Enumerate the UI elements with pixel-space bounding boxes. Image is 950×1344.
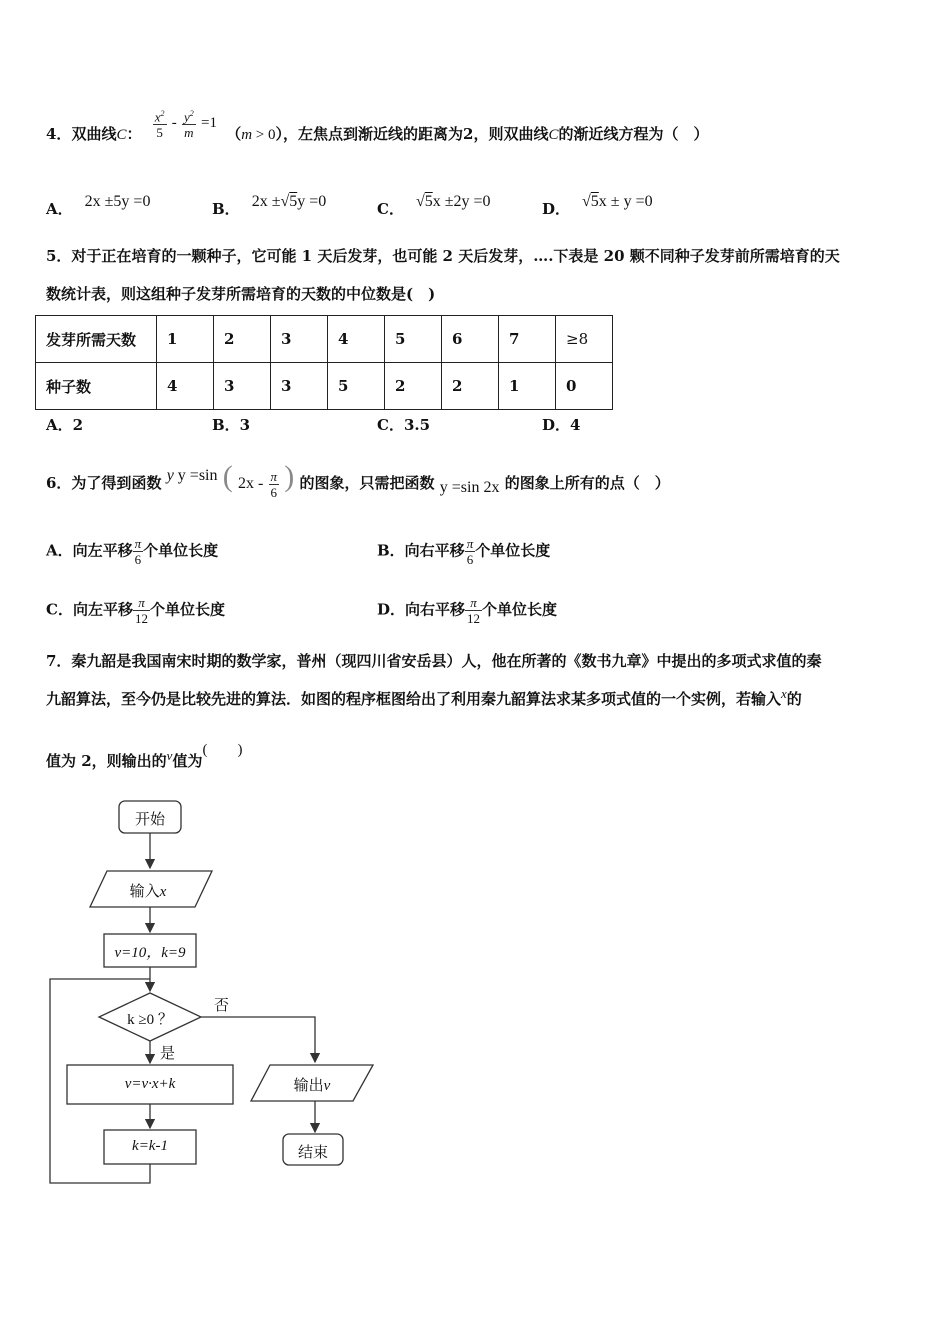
flow-input-label: 输入x — [129, 882, 167, 900]
fraction-x2-over-5: $\frac{x^2}{5}$ — [153, 106, 167, 140]
table-cell: 5 — [385, 316, 442, 363]
flow-yes-label: 是 — [160, 1044, 176, 1062]
q5-option-d[interactable]: D．4 — [542, 416, 581, 434]
q6-option-b[interactable]: B．向右平移 $\frac{\pi}{6}$ 个单位长度 — [377, 536, 551, 567]
q6-option-d[interactable]: D．向右平移 $\frac{\pi}{12}$ 个单位长度 — [377, 595, 558, 626]
table-cell: 2 — [442, 363, 499, 410]
q5-stem-line2: 数统计表，则这组种子发芽所需培育的天数的中位数是( ) — [46, 285, 436, 303]
flow-decrement-label: k=k-1 — [132, 1138, 168, 1154]
table-header-cell: 发芽所需天数 — [36, 316, 157, 363]
q6-option-c[interactable]: C．向左平移 $\frac{\pi}{12}$ 个单位长度 — [46, 595, 225, 626]
q5-option-a[interactable]: A．2 — [46, 416, 84, 434]
q7-stem-line3: 值为 2，则输出的v值为( ) — [46, 742, 243, 770]
q4-option-c[interactable]: C． √5x ±2y =0 — [377, 193, 491, 218]
table-cell: 3 — [271, 363, 328, 410]
flow-end-label: 结束 — [297, 1143, 328, 1161]
table-cell: 3 — [214, 363, 271, 410]
q4-option-b[interactable]: B． 2x ±√5y =0 — [212, 193, 327, 218]
table-cell: 6 — [442, 316, 499, 363]
q7-stem-line1: 7．秦九韶是我国南宋时期的数学家，普州（现四川省安岳县）人，他在所著的《数书九章》中提出的多项式求值的秦 — [46, 652, 822, 670]
table-cell: 1 — [157, 316, 214, 363]
q6-option-a[interactable]: A．向左平移 $\frac{\pi}{6}$ 个单位长度 — [46, 536, 219, 567]
flow-decision-label: k ≥0 ？ — [127, 1012, 173, 1028]
fraction-pi-over-6: $\frac{\pi}{6}$ — [270, 468, 278, 500]
q6-stem: 6．为了得到函数 y y =sin ( 2x - $\frac{\pi}{6}$ ) 的图象，只需把函数 y =sin 2x 的图象上所有的点（ ） — [46, 460, 670, 500]
q5-option-b[interactable]: B．3 — [212, 416, 251, 434]
table-cell: ≥8 — [556, 316, 613, 363]
table-cell: 0 — [556, 363, 613, 410]
flow-start-label: 开始 — [134, 810, 165, 828]
germination-table — [35, 315, 613, 410]
q4-option-a[interactable]: A． 2x ±5y =0 — [46, 193, 151, 218]
q4-stem: 4．双曲线C： $\frac{x^2}{5}$ - $\frac{y^2}{m}$ =1 （m > 0），左焦点到渐近线的距离为2，则双曲线C的渐近线方程为（ ） — [46, 118, 709, 152]
q5-option-c[interactable]: C．3.5 — [377, 416, 431, 434]
table-cell: 7 — [499, 316, 556, 363]
fraction-y2-over-m: $\frac{y^2}{m}$ — [182, 106, 196, 140]
table-cell: 2 — [385, 363, 442, 410]
table-cell: 4 — [328, 316, 385, 363]
q5-stem-line1: 5．对于正在培育的一颗种子，它可能 1 天后发芽，也可能 2 天后发芽，….下表是 20 颗不同种子发芽前所需培育的天 — [46, 247, 840, 265]
flow-update-label: v=v·x+k — [124, 1076, 176, 1092]
q7-stem-line2: 九韶算法，至今仍是比较先进的算法．如图的程序框图给出了利用秦九韶算法求某多项式值的一个实例，若输入x的 — [46, 686, 802, 708]
flow-output-label: 输出v — [293, 1076, 331, 1094]
table-cell: 5 — [328, 363, 385, 410]
flow-no-label: 否 — [214, 996, 230, 1014]
table-cell: 3 — [271, 316, 328, 363]
q4-option-d[interactable]: D． √5x ± y =0 — [542, 193, 653, 218]
table-row — [36, 316, 613, 363]
table-cell: 1 — [499, 363, 556, 410]
table-header-cell: 种子数 — [36, 363, 157, 410]
table-cell: 2 — [214, 316, 271, 363]
flow-init-label: v=10，k=9 — [114, 945, 186, 961]
table-cell: 4 — [157, 363, 214, 410]
table-row — [36, 363, 613, 410]
